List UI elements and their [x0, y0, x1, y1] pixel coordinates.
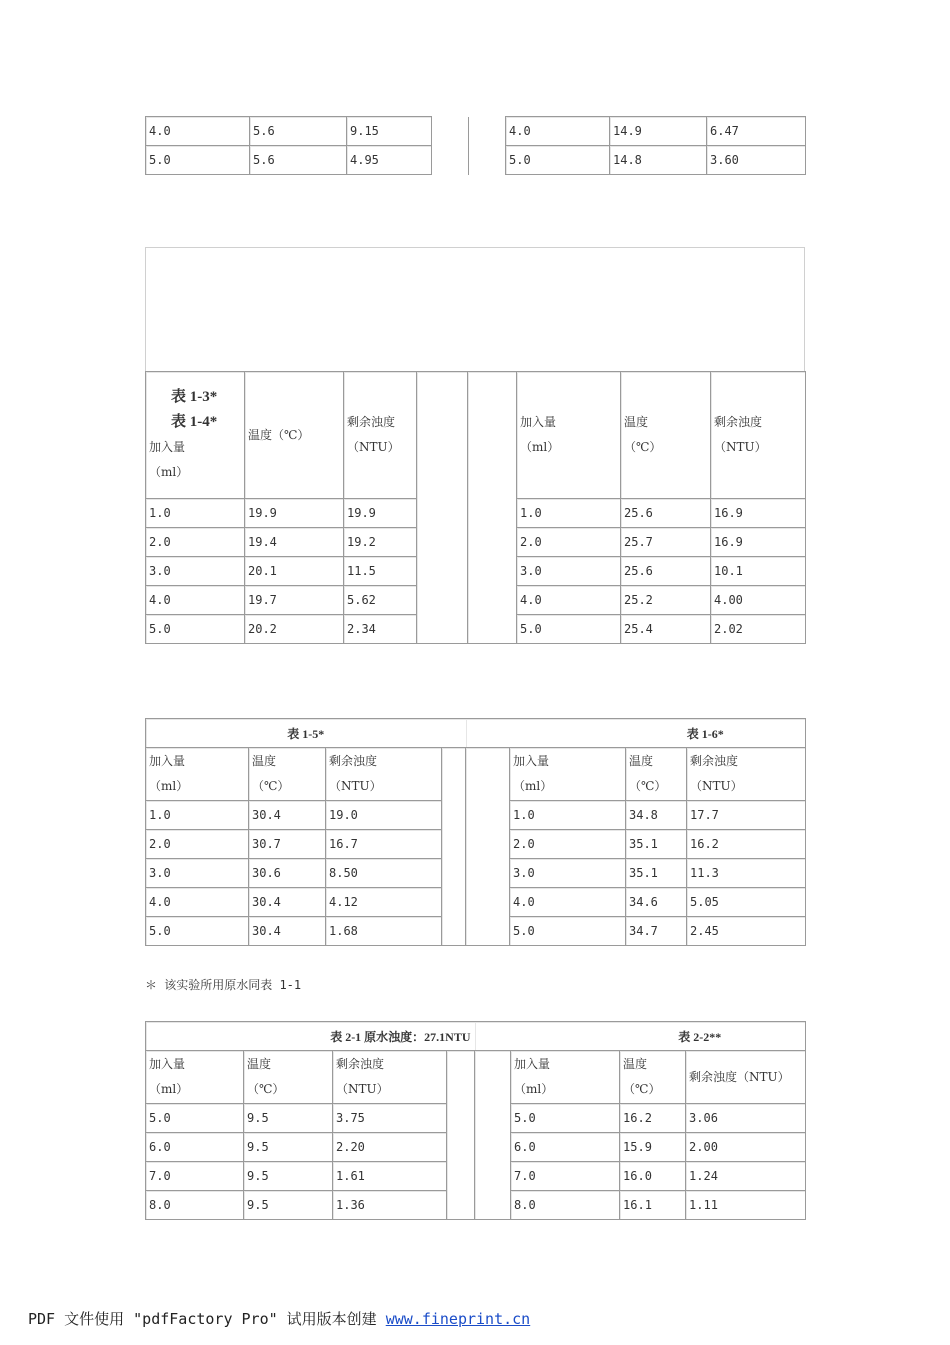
- separator-cell: [417, 372, 468, 644]
- header-temp-cell: [626, 748, 687, 801]
- cell: 2.45: [687, 917, 806, 946]
- cell: 9.5: [244, 1133, 333, 1162]
- cell: 19.9: [245, 499, 344, 528]
- footnote: ＊ 该实验所用原水同表 1-1: [145, 978, 302, 992]
- header-temp-cell: [620, 1051, 686, 1104]
- cell: 2.0: [517, 528, 621, 557]
- header-label: 剩余浊度: [347, 415, 396, 429]
- header-label: 温度: [624, 415, 649, 429]
- header-label: 剩余浊度: [690, 754, 739, 768]
- cell: 30.7: [249, 830, 326, 859]
- cell: 25.7: [621, 528, 711, 557]
- cell: 30.6: [249, 859, 326, 888]
- cell: 35.1: [626, 859, 687, 888]
- header-row: [146, 372, 806, 499]
- cell: 34.7: [626, 917, 687, 946]
- header-unit: （NTU）: [714, 440, 767, 454]
- cell: 2.02: [711, 615, 806, 644]
- cell: 1.11: [686, 1191, 806, 1220]
- header-add-cell: [511, 1051, 620, 1104]
- cell: 5.0: [510, 917, 626, 946]
- cell: 14.8: [610, 146, 707, 175]
- separator-cell: [432, 146, 469, 175]
- cell: 35.1: [626, 830, 687, 859]
- cell: 3.0: [146, 859, 249, 888]
- cell: 5.6: [250, 146, 347, 175]
- cell: 4.0: [146, 888, 249, 917]
- cell: 2.0: [146, 528, 245, 557]
- cell: 3.0: [510, 859, 626, 888]
- header-turb-cell: [344, 372, 417, 499]
- cell: 15.9: [620, 1133, 686, 1162]
- cell: 16.9: [711, 528, 806, 557]
- table-title: 表 1-6*: [466, 719, 806, 748]
- cell: 5.0: [506, 146, 610, 175]
- cell: 20.2: [245, 615, 344, 644]
- cell: 9.5: [244, 1191, 333, 1220]
- header-turb-cell: [686, 1051, 806, 1104]
- header-label: 剩余浊度（NTU）: [689, 1069, 790, 1084]
- separator-cell: [447, 1051, 475, 1220]
- header-add-cell: [517, 372, 621, 499]
- table-row: [146, 146, 806, 175]
- cell: 20.1: [245, 557, 344, 586]
- table-title: 表 2-1 原水浊度：27.1NTU: [146, 1022, 475, 1051]
- cell: 30.4: [249, 917, 326, 946]
- header-unit: （NTU）: [336, 1082, 389, 1096]
- cell: 8.0: [146, 1191, 244, 1220]
- title-row: [146, 1022, 806, 1051]
- cell: 2.0: [510, 830, 626, 859]
- cell: 4.0: [510, 888, 626, 917]
- header-label: 温度: [629, 754, 654, 768]
- separator-cell: [469, 117, 506, 146]
- header-unit: （NTU）: [347, 440, 400, 454]
- separator-cell: [466, 748, 510, 946]
- cell: 1.0: [510, 801, 626, 830]
- header-unit: （℃）: [629, 779, 667, 793]
- header-unit: （NTU）: [329, 779, 382, 793]
- cell: 34.6: [626, 888, 687, 917]
- header-row: [146, 1051, 806, 1104]
- cell: 1.36: [333, 1191, 447, 1220]
- cell: 4.12: [326, 888, 442, 917]
- cell: 25.4: [621, 615, 711, 644]
- cell: 10.1: [711, 557, 806, 586]
- header-temp-cell: [621, 372, 711, 499]
- cell: 6.47: [707, 117, 806, 146]
- header-temp-cell: [245, 372, 344, 499]
- header-label: 温度: [623, 1057, 648, 1071]
- cell: 5.0: [146, 146, 250, 175]
- cell: 3.60: [707, 146, 806, 175]
- header-add-cell: [146, 1051, 244, 1104]
- header-label: 剩余浊度: [714, 415, 763, 429]
- cell: 16.1: [620, 1191, 686, 1220]
- table-title: 表 1-5*: [146, 719, 466, 748]
- header-unit: （NTU）: [690, 779, 743, 793]
- cell: 19.7: [245, 586, 344, 615]
- cell: 25.2: [621, 586, 711, 615]
- cell: 3.75: [333, 1104, 447, 1133]
- header-label: 温度: [247, 1057, 272, 1071]
- header-turb-cell: [687, 748, 806, 801]
- cell: 4.0: [517, 586, 621, 615]
- header-unit: （ml）: [520, 440, 560, 454]
- header-label: 加入量: [514, 1057, 551, 1071]
- cell: 17.7: [687, 801, 806, 830]
- empty-title-area: [145, 247, 805, 371]
- cell: 30.4: [249, 888, 326, 917]
- cell: 34.8: [626, 801, 687, 830]
- header-turb-cell: [326, 748, 442, 801]
- cell: 16.2: [687, 830, 806, 859]
- header-label: 剩余浊度: [336, 1057, 385, 1071]
- header-unit: （ml）: [149, 1082, 189, 1096]
- cell: 16.0: [620, 1162, 686, 1191]
- cell: 1.68: [326, 917, 442, 946]
- cell: 19.9: [344, 499, 417, 528]
- header-label: 加入量: [513, 754, 550, 768]
- cell: 6.0: [146, 1133, 244, 1162]
- cell: 7.0: [511, 1162, 620, 1191]
- table-title: 表 1-3*: [171, 389, 218, 405]
- header-label: 温度: [252, 754, 277, 768]
- header-unit: （℃）: [252, 779, 290, 793]
- header-unit: （℃）: [247, 1082, 285, 1096]
- cell: 2.0: [146, 830, 249, 859]
- cell: 11.5: [344, 557, 417, 586]
- separator-cell: [469, 146, 506, 175]
- cell: 25.6: [621, 499, 711, 528]
- separator-cell: [432, 117, 469, 146]
- cell: 4.0: [146, 117, 250, 146]
- title-row: [146, 719, 806, 748]
- cell: 16.7: [326, 830, 442, 859]
- cell: 4.0: [146, 586, 245, 615]
- cell: 2.20: [333, 1133, 447, 1162]
- table-title: 表 1-4*: [171, 414, 218, 430]
- cell: 1.24: [686, 1162, 806, 1191]
- cell: 7.0: [146, 1162, 244, 1191]
- cell: 5.0: [146, 615, 245, 644]
- cell: 5.0: [146, 1104, 244, 1133]
- cell: 9.5: [244, 1162, 333, 1191]
- header-label: 加入量: [149, 440, 186, 454]
- cell: 5.0: [146, 917, 249, 946]
- cell: 1.0: [146, 499, 245, 528]
- table-2-1-2-2: [145, 1021, 805, 1220]
- footer-watermark: [28, 1308, 530, 1329]
- header-add-cell: [510, 748, 626, 801]
- table-title: 表 2-2**: [475, 1022, 806, 1051]
- table-row: [146, 117, 806, 146]
- cell: 4.00: [711, 586, 806, 615]
- footer-link[interactable]: www.fineprint.cn: [385, 1310, 531, 1328]
- separator-cell: [475, 1051, 511, 1220]
- cell: 16.2: [620, 1104, 686, 1133]
- header-unit: （℃）: [624, 440, 662, 454]
- separator-cell: [442, 748, 466, 946]
- cell: 1.0: [517, 499, 621, 528]
- cell: 3.0: [146, 557, 245, 586]
- cell: 3.0: [517, 557, 621, 586]
- header-unit: （℃）: [623, 1082, 661, 1096]
- table-1-5-1-6: [145, 718, 805, 946]
- header-add-cell: [146, 372, 245, 499]
- cell: 5.05: [687, 888, 806, 917]
- header-label: 温度（℃）: [248, 427, 310, 442]
- cell: 19.4: [245, 528, 344, 557]
- cell: 16.9: [711, 499, 806, 528]
- header-label: 加入量: [149, 1057, 186, 1071]
- cell: 14.9: [610, 117, 707, 146]
- cell: 5.62: [344, 586, 417, 615]
- cell: 4.0: [506, 117, 610, 146]
- cell: 2.00: [686, 1133, 806, 1162]
- header-temp-cell: [244, 1051, 333, 1104]
- table-1-3-1-4: [145, 247, 805, 644]
- cell: 5.0: [511, 1104, 620, 1133]
- header-unit: （ml）: [149, 465, 189, 479]
- cell: 9.5: [244, 1104, 333, 1133]
- header-temp-cell: [249, 748, 326, 801]
- header-add-cell: [146, 748, 249, 801]
- cell: 9.15: [347, 117, 432, 146]
- cell: 1.61: [333, 1162, 447, 1191]
- cell: 6.0: [511, 1133, 620, 1162]
- header-unit: （ml）: [513, 779, 553, 793]
- table-top: [145, 116, 805, 175]
- header-label: 剩余浊度: [329, 754, 378, 768]
- separator-cell: [468, 372, 517, 644]
- cell: 19.0: [326, 801, 442, 830]
- header-row: [146, 748, 806, 801]
- cell: 4.95: [347, 146, 432, 175]
- header-label: 加入量: [520, 415, 557, 429]
- header-turb-cell: [711, 372, 806, 499]
- cell: 30.4: [249, 801, 326, 830]
- cell: 1.0: [146, 801, 249, 830]
- cell: 8.0: [511, 1191, 620, 1220]
- cell: 5.0: [517, 615, 621, 644]
- cell: 11.3: [687, 859, 806, 888]
- header-turb-cell: [333, 1051, 447, 1104]
- cell: 3.06: [686, 1104, 806, 1133]
- cell: 2.34: [344, 615, 417, 644]
- footer-text: PDF 文件使用 "pdfFactory Pro" 试用版本创建: [28, 1310, 386, 1328]
- header-unit: （ml）: [149, 779, 189, 793]
- header-unit: （ml）: [514, 1082, 554, 1096]
- cell: 8.50: [326, 859, 442, 888]
- cell: 5.6: [250, 117, 347, 146]
- cell: 19.2: [344, 528, 417, 557]
- header-label: 加入量: [149, 754, 186, 768]
- cell: 25.6: [621, 557, 711, 586]
